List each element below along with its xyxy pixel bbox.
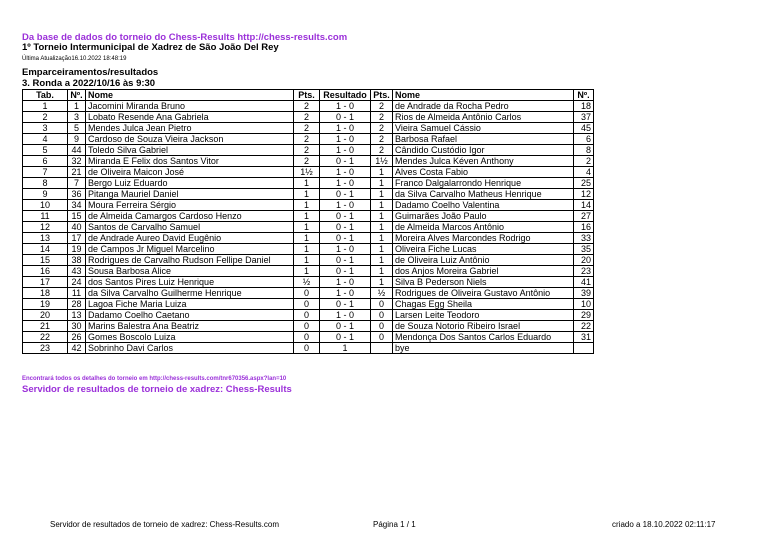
result-cell: 1 - 0 xyxy=(320,167,371,178)
board-cell: 2 xyxy=(23,112,68,123)
black-no-cell: 31 xyxy=(574,332,594,343)
black-name-cell: de Oliveira Luiz Antônio xyxy=(393,255,574,266)
col-header-board: Tab. xyxy=(23,90,68,101)
board-cell: 18 xyxy=(23,288,68,299)
black-name-cell: Franco Dalgalarrondo Henrique xyxy=(393,178,574,189)
black-name-cell: Larsen Leite Teodoro xyxy=(393,310,574,321)
white-name-cell: Dadamo Coelho Caetano xyxy=(86,310,294,321)
black-pts-cell: 2 xyxy=(371,134,393,145)
board-cell: 11 xyxy=(23,211,68,222)
result-cell: 0 - 1 xyxy=(320,156,371,167)
black-pts-cell: 1 xyxy=(371,167,393,178)
white-no-cell: 1 xyxy=(68,101,86,112)
table-row xyxy=(23,167,594,178)
result-cell: 0 - 1 xyxy=(320,299,371,310)
black-name-cell: Chagas Egg Sheila xyxy=(393,299,574,310)
board-cell: 3 xyxy=(23,123,68,134)
board-cell: 9 xyxy=(23,189,68,200)
white-no-cell: 38 xyxy=(68,255,86,266)
black-name-cell: Dadamo Coelho Valentina xyxy=(393,200,574,211)
white-name-cell: Toledo Silva Gabriel xyxy=(86,145,294,156)
page-footer-created: criado a 18.10.2022 02:11:17 xyxy=(612,520,716,529)
round-title: 3. Ronda a 2022/10/16 às 9:30 xyxy=(22,78,156,89)
board-cell: 8 xyxy=(23,178,68,189)
white-pts-cell: 1 xyxy=(294,200,320,211)
board-cell: 19 xyxy=(23,299,68,310)
table-row xyxy=(23,255,594,266)
board-cell: 4 xyxy=(23,134,68,145)
black-pts-cell: 0 xyxy=(371,332,393,343)
table-row xyxy=(23,288,594,299)
white-pts-cell: 2 xyxy=(294,145,320,156)
result-cell: 1 - 0 xyxy=(320,134,371,145)
table-row xyxy=(23,101,594,112)
black-no-cell: 10 xyxy=(574,299,594,310)
board-cell: 23 xyxy=(23,343,68,354)
white-pts-cell: 1 xyxy=(294,244,320,255)
black-name-cell: de Souza Notorio Ribeiro Israel xyxy=(393,321,574,332)
page-footer-page-number: Página 1 / 1 xyxy=(373,520,416,529)
black-name-cell: de Almeida Marcos Antônio xyxy=(393,222,574,233)
table-row xyxy=(23,178,594,189)
white-pts-cell: 1 xyxy=(294,233,320,244)
black-name-cell: Moreira Alves Marcondes Rodrigo xyxy=(393,233,574,244)
black-pts-cell: 2 xyxy=(371,101,393,112)
white-no-cell: 24 xyxy=(68,277,86,288)
white-name-cell: de Campos Jr Miguel Marcelino xyxy=(86,244,294,255)
result-cell: 1 xyxy=(320,343,371,354)
black-no-cell: 35 xyxy=(574,244,594,255)
white-no-cell: 21 xyxy=(68,167,86,178)
board-cell: 14 xyxy=(23,244,68,255)
table-row xyxy=(23,310,594,321)
white-pts-cell: 1 xyxy=(294,189,320,200)
white-no-cell: 44 xyxy=(68,145,86,156)
board-cell: 21 xyxy=(23,321,68,332)
table-row xyxy=(23,189,594,200)
black-name-cell: Rios de Almeida Antônio Carlos xyxy=(393,112,574,123)
black-name-cell: Barbosa Rafael xyxy=(393,134,574,145)
result-cell: 0 - 1 xyxy=(320,222,371,233)
white-pts-cell: 1 xyxy=(294,266,320,277)
black-no-cell: 16 xyxy=(574,222,594,233)
result-cell: 1 - 0 xyxy=(320,288,371,299)
white-name-cell: Rodrigues de Carvalho Rudson Fellipe Daniel xyxy=(86,255,294,266)
result-cell: 1 - 0 xyxy=(320,178,371,189)
col-header-black-no: Nº. xyxy=(574,90,594,101)
result-cell: 1 - 0 xyxy=(320,277,371,288)
board-cell: 17 xyxy=(23,277,68,288)
table-row xyxy=(23,222,594,233)
white-name-cell: Marins Balestra Ana Beatriz xyxy=(86,321,294,332)
table-row xyxy=(23,343,594,354)
white-pts-cell: 2 xyxy=(294,101,320,112)
black-name-cell: Vieira Samuel Cássio xyxy=(393,123,574,134)
table-row xyxy=(23,211,594,222)
white-no-cell: 15 xyxy=(68,211,86,222)
white-pts-cell: 1 xyxy=(294,178,320,189)
white-no-cell: 42 xyxy=(68,343,86,354)
white-name-cell: Pitanga Mauriel Daniel xyxy=(86,189,294,200)
black-pts-cell xyxy=(371,343,393,354)
page-footer-left: Servidor de resultados de torneio de xadrez: Chess-Results.com xyxy=(50,520,279,529)
result-cell: 0 - 1 xyxy=(320,266,371,277)
white-name-cell: Santos de Carvalho Samuel xyxy=(86,222,294,233)
col-header-result: Resultado xyxy=(320,90,371,101)
black-pts-cell: 1 xyxy=(371,211,393,222)
result-cell: 0 - 1 xyxy=(320,211,371,222)
black-no-cell: 27 xyxy=(574,211,594,222)
black-name-cell: Rodrigues de Oliveira Gustavo Antônio xyxy=(393,288,574,299)
table-header-row xyxy=(23,90,594,101)
table-row xyxy=(23,145,594,156)
black-pts-cell: 1 xyxy=(371,244,393,255)
black-pts-cell: 1 xyxy=(371,266,393,277)
white-pts-cell: 1 xyxy=(294,222,320,233)
table-row xyxy=(23,332,594,343)
black-pts-cell: 0 xyxy=(371,310,393,321)
white-name-cell: Jacomini Miranda Bruno xyxy=(86,101,294,112)
table-row xyxy=(23,266,594,277)
black-pts-cell: 1 xyxy=(371,178,393,189)
black-no-cell: 22 xyxy=(574,321,594,332)
result-cell: 1 - 0 xyxy=(320,310,371,321)
white-pts-cell: 1 xyxy=(294,255,320,266)
col-header-black-pts: Pts. xyxy=(371,90,393,101)
white-name-cell: de Oliveira Maicon José xyxy=(86,167,294,178)
black-pts-cell: 0 xyxy=(371,321,393,332)
board-cell: 20 xyxy=(23,310,68,321)
table-row xyxy=(23,134,594,145)
black-no-cell: 6 xyxy=(574,134,594,145)
black-pts-cell: 1 xyxy=(371,233,393,244)
black-pts-cell: 1 xyxy=(371,200,393,211)
pairings-table xyxy=(22,89,594,354)
white-name-cell: Cardoso de Souza Vieira Jackson xyxy=(86,134,294,145)
result-cell: 0 - 1 xyxy=(320,233,371,244)
black-name-cell: Oliveira Fiche Lucas xyxy=(393,244,574,255)
white-name-cell: Moura Ferreira Sérgio xyxy=(86,200,294,211)
black-no-cell: 4 xyxy=(574,167,594,178)
white-pts-cell: 0 xyxy=(294,299,320,310)
white-pts-cell: 2 xyxy=(294,112,320,123)
section-title: Emparceiramentos/resultados xyxy=(22,67,159,78)
black-pts-cell: 1 xyxy=(371,222,393,233)
white-pts-cell: 0 xyxy=(294,343,320,354)
black-name-cell: bye xyxy=(393,343,574,354)
white-no-cell: 30 xyxy=(68,321,86,332)
table-row xyxy=(23,233,594,244)
white-no-cell: 11 xyxy=(68,288,86,299)
board-cell: 13 xyxy=(23,233,68,244)
black-pts-cell: 1½ xyxy=(371,156,393,167)
black-no-cell: 33 xyxy=(574,233,594,244)
last-update-text: Última Atualização16.10.2022 18:48:19 xyxy=(22,56,127,62)
black-pts-cell: 0 xyxy=(371,299,393,310)
black-pts-cell: 1 xyxy=(371,255,393,266)
result-cell: 1 - 0 xyxy=(320,145,371,156)
white-no-cell: 5 xyxy=(68,123,86,134)
white-name-cell: Bergo Luiz Eduardo xyxy=(86,178,294,189)
black-name-cell: de Andrade da Rocha Pedro xyxy=(393,101,574,112)
white-pts-cell: 0 xyxy=(294,321,320,332)
table-row xyxy=(23,156,594,167)
white-name-cell: Sobrinho Davi Carlos xyxy=(86,343,294,354)
result-cell: 0 - 1 xyxy=(320,332,371,343)
white-no-cell: 17 xyxy=(68,233,86,244)
black-no-cell: 8 xyxy=(574,145,594,156)
black-name-cell: Mendes Julca Kéven Anthony xyxy=(393,156,574,167)
black-pts-cell: ½ xyxy=(371,288,393,299)
table-row xyxy=(23,112,594,123)
white-no-cell: 32 xyxy=(68,156,86,167)
tournament-title: 1º Torneio Intermunicipal de Xadrez de São João Del Rey xyxy=(22,42,279,53)
board-cell: 12 xyxy=(23,222,68,233)
white-pts-cell: 2 xyxy=(294,156,320,167)
white-no-cell: 40 xyxy=(68,222,86,233)
result-cell: 1 - 0 xyxy=(320,101,371,112)
white-pts-cell: 2 xyxy=(294,123,320,134)
tournament-details-link[interactable]: Encontrará todos os detalhes do torneio em http://chess-results.com/tnr670356.aspx?lan=10 xyxy=(22,376,287,382)
black-no-cell: 2 xyxy=(574,156,594,167)
result-cell: 0 - 1 xyxy=(320,255,371,266)
result-cell: 1 - 0 xyxy=(320,244,371,255)
black-pts-cell: 1 xyxy=(371,277,393,288)
white-name-cell: Lobato Resende Ana Gabriela xyxy=(86,112,294,123)
white-pts-cell: 1½ xyxy=(294,167,320,178)
white-no-cell: 7 xyxy=(68,178,86,189)
white-name-cell: da Silva Carvalho Guilherme Henrique xyxy=(86,288,294,299)
white-pts-cell: ½ xyxy=(294,277,320,288)
black-name-cell: Silva B Pederson Niels xyxy=(393,277,574,288)
white-pts-cell: 2 xyxy=(294,134,320,145)
black-pts-cell: 2 xyxy=(371,145,393,156)
white-name-cell: dos Santos Pires Luiz Henrique xyxy=(86,277,294,288)
white-no-cell: 9 xyxy=(68,134,86,145)
black-no-cell: 29 xyxy=(574,310,594,321)
board-cell: 5 xyxy=(23,145,68,156)
white-name-cell: Mendes Julca Jean Pietro xyxy=(86,123,294,134)
white-name-cell: Lagoa Fiche Maria Luiza xyxy=(86,299,294,310)
black-no-cell: 37 xyxy=(574,112,594,123)
black-no-cell: 12 xyxy=(574,189,594,200)
white-no-cell: 26 xyxy=(68,332,86,343)
white-name-cell: de Andrade Aureo David Eugênio xyxy=(86,233,294,244)
black-pts-cell: 2 xyxy=(371,112,393,123)
result-cell: 0 - 1 xyxy=(320,321,371,332)
black-name-cell: Alves Costa Fabio xyxy=(393,167,574,178)
result-cell: 0 - 1 xyxy=(320,112,371,123)
table-row xyxy=(23,321,594,332)
black-no-cell: 14 xyxy=(574,200,594,211)
col-header-black-name: Nome xyxy=(393,90,574,101)
board-cell: 6 xyxy=(23,156,68,167)
black-name-cell: dos Anjos Moreira Gabriel xyxy=(393,266,574,277)
black-no-cell: 18 xyxy=(574,101,594,112)
board-cell: 1 xyxy=(23,101,68,112)
white-no-cell: 19 xyxy=(68,244,86,255)
col-header-white-no: Nº. xyxy=(68,90,86,101)
white-no-cell: 3 xyxy=(68,112,86,123)
result-cell: 1 - 0 xyxy=(320,200,371,211)
table-row xyxy=(23,277,594,288)
source-link[interactable]: Da base de dados do torneio do Chess-Results http://chess-results.com xyxy=(22,32,348,43)
black-pts-cell: 2 xyxy=(371,123,393,134)
white-no-cell: 36 xyxy=(68,189,86,200)
board-cell: 16 xyxy=(23,266,68,277)
black-no-cell: 23 xyxy=(574,266,594,277)
result-cell: 1 - 0 xyxy=(320,123,371,134)
white-no-cell: 28 xyxy=(68,299,86,310)
col-header-white-name: Nome xyxy=(86,90,294,101)
white-name-cell: de Almeida Camargos Cardoso Henzo xyxy=(86,211,294,222)
black-no-cell: 45 xyxy=(574,123,594,134)
col-header-white-pts: Pts. xyxy=(294,90,320,101)
table-row xyxy=(23,244,594,255)
white-pts-cell: 0 xyxy=(294,310,320,321)
black-name-cell: Guimarães João Paulo xyxy=(393,211,574,222)
table-row xyxy=(23,299,594,310)
white-pts-cell: 1 xyxy=(294,211,320,222)
white-no-cell: 34 xyxy=(68,200,86,211)
board-cell: 10 xyxy=(23,200,68,211)
black-no-cell: 41 xyxy=(574,277,594,288)
white-pts-cell: 0 xyxy=(294,288,320,299)
black-name-cell: Mendonça Dos Santos Carlos Eduardo xyxy=(393,332,574,343)
black-no-cell: 25 xyxy=(574,178,594,189)
board-cell: 15 xyxy=(23,255,68,266)
white-no-cell: 13 xyxy=(68,310,86,321)
white-name-cell: Miranda E Felix dos Santos Vitor xyxy=(86,156,294,167)
board-cell: 7 xyxy=(23,167,68,178)
black-name-cell: da Silva Carvalho Matheus Henrique xyxy=(393,189,574,200)
table-row xyxy=(23,200,594,211)
table-row xyxy=(23,123,594,134)
result-cell: 0 - 1 xyxy=(320,189,371,200)
black-no-cell: 39 xyxy=(574,288,594,299)
black-name-cell: Cândido Custódio Igor xyxy=(393,145,574,156)
white-name-cell: Sousa Barbosa Alice xyxy=(86,266,294,277)
black-no-cell: 20 xyxy=(574,255,594,266)
white-no-cell: 43 xyxy=(68,266,86,277)
black-no-cell xyxy=(574,343,594,354)
white-pts-cell: 0 xyxy=(294,332,320,343)
black-pts-cell: 1 xyxy=(371,189,393,200)
white-name-cell: Gomes Boscolo Luiza xyxy=(86,332,294,343)
server-link[interactable]: Servidor de resultados de torneio de xadrez: Chess-Results xyxy=(22,384,292,395)
board-cell: 22 xyxy=(23,332,68,343)
